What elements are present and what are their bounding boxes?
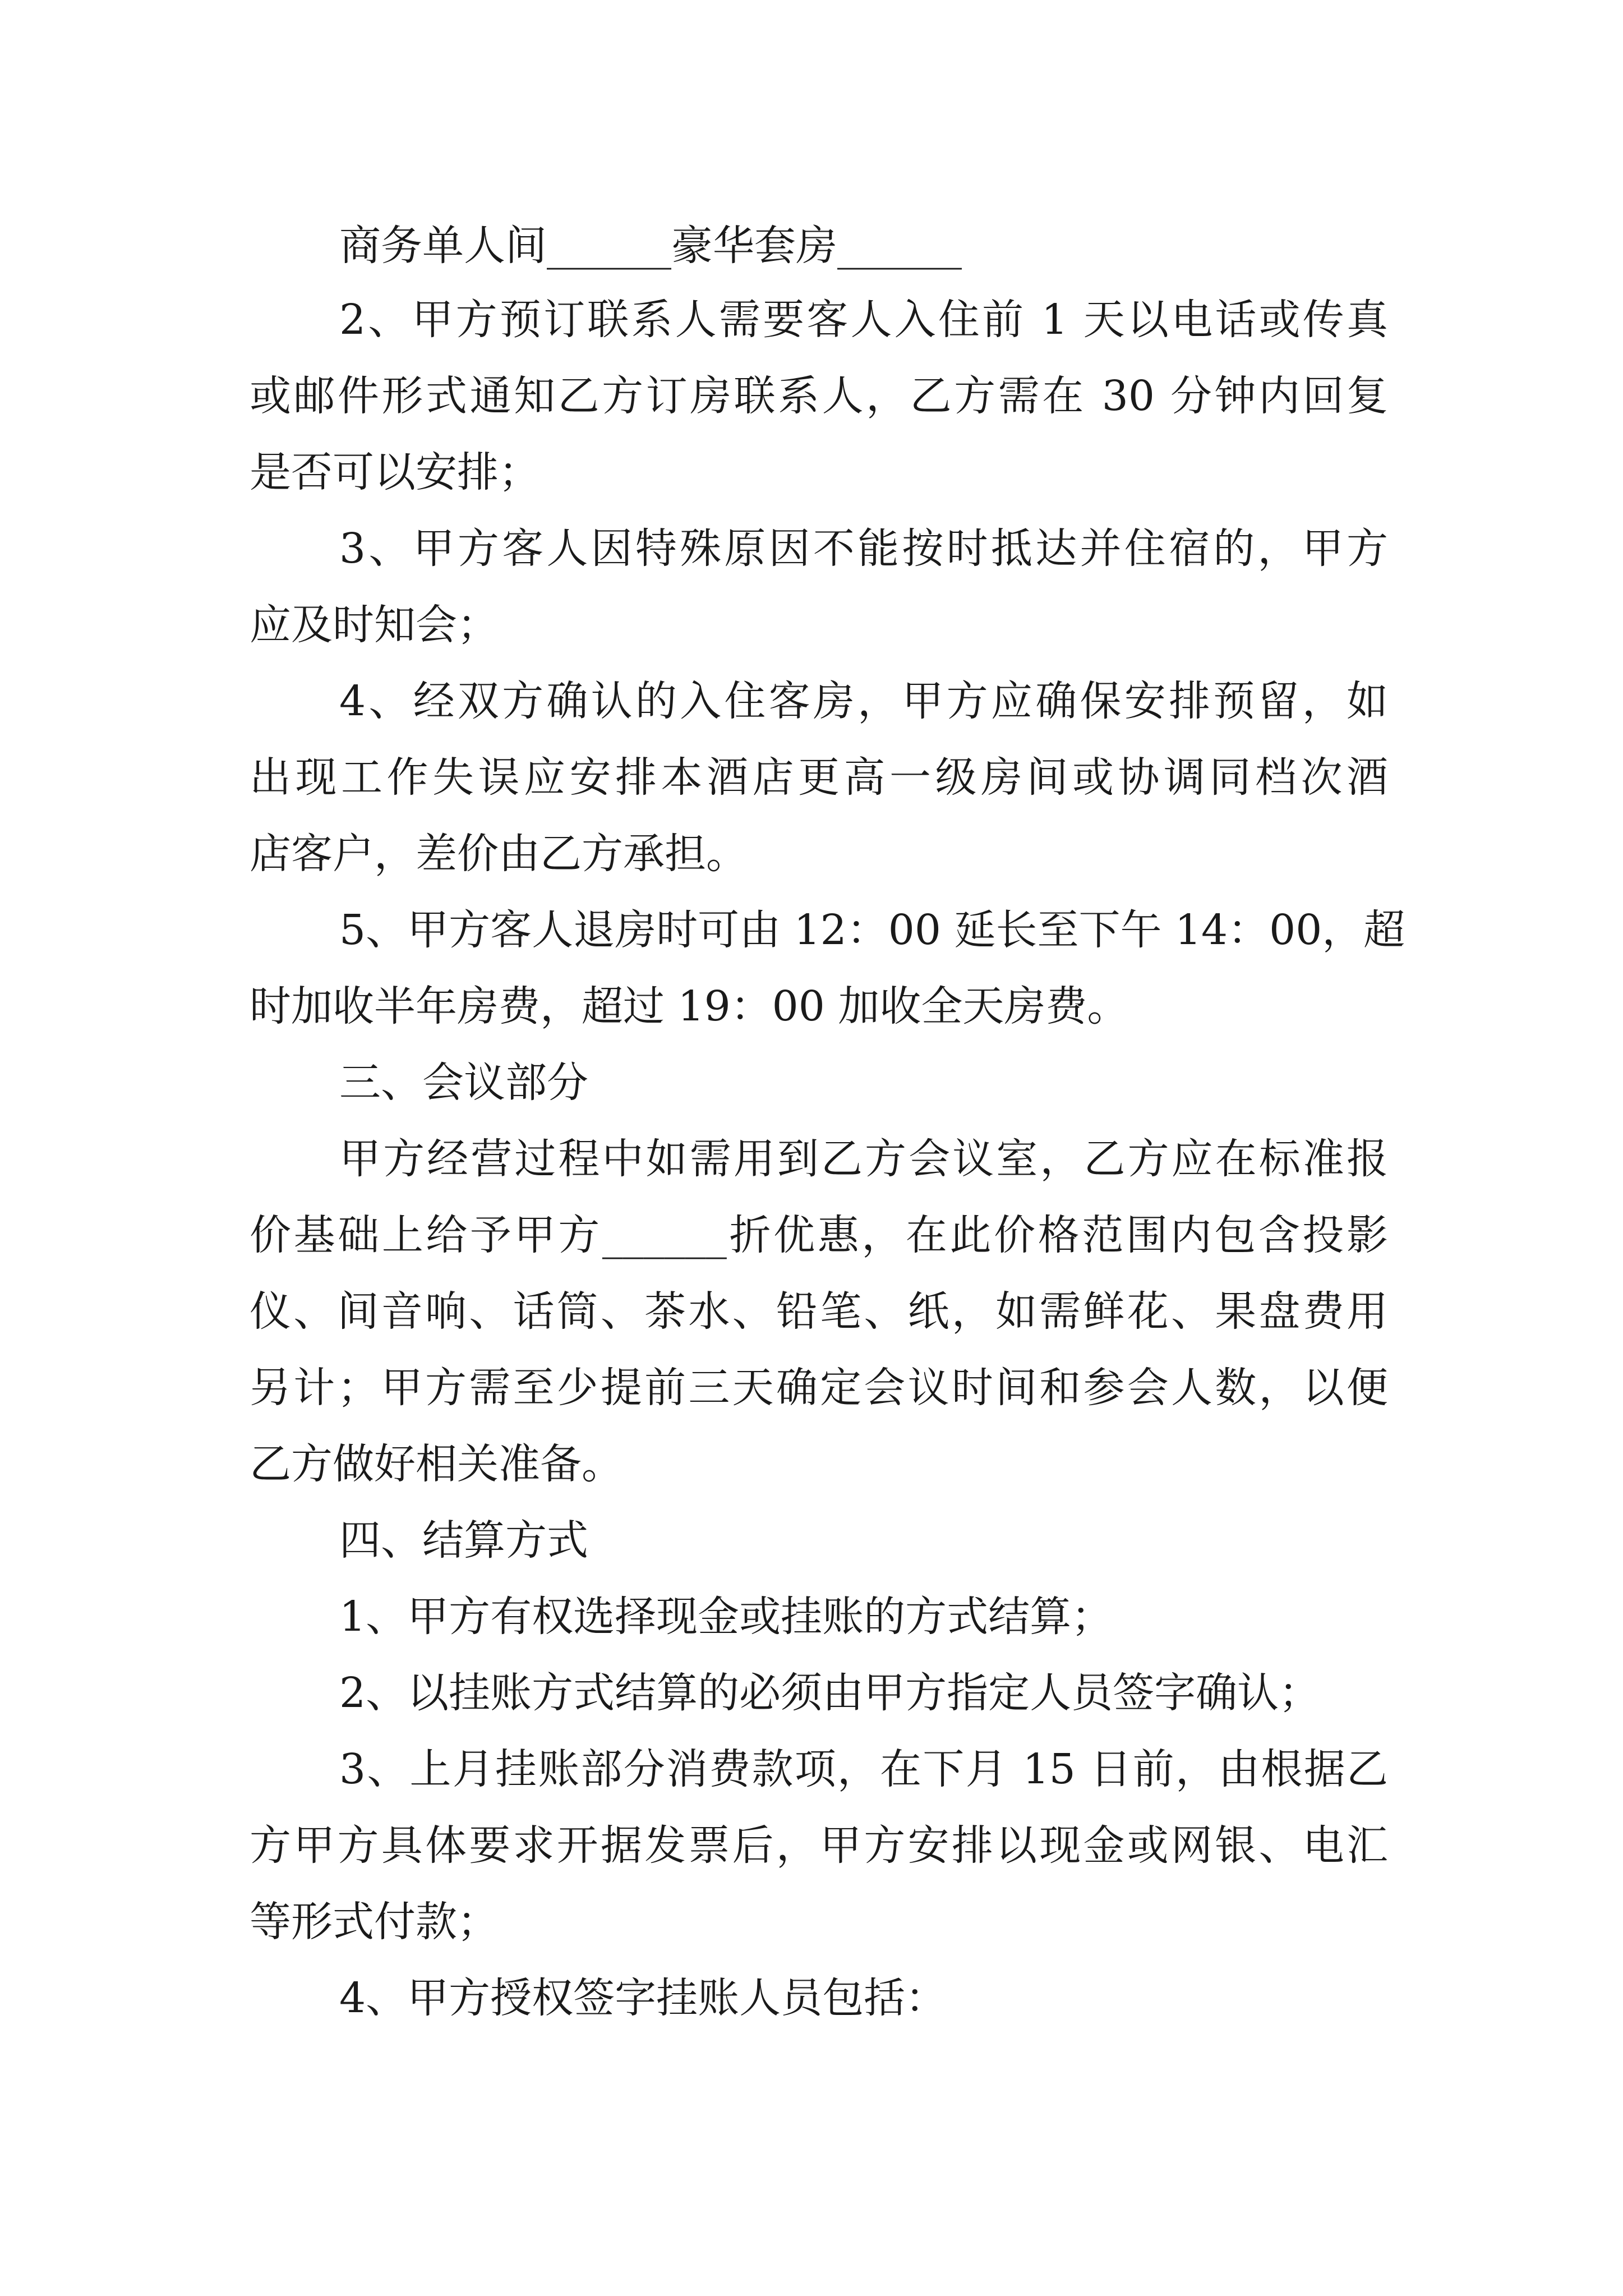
text-line: 乙方做好相关准备。: [250, 1440, 623, 1488]
section-heading: 四、结算方式: [339, 1516, 588, 1565]
text-line: 是否可以安排；: [250, 448, 540, 496]
text-line: 2、以挂账方式结算的必须由甲方指定人员签字确认；: [339, 1669, 1321, 1717]
text-line: 时加收半年房费，超过 19：00 加收全天房费。: [250, 982, 1129, 1030]
text-line: 另计；甲方需至少提前三天确定会议时间和参会人数，以便: [250, 1364, 1388, 1412]
text-line: 应及时知会；: [250, 601, 499, 649]
section-heading: 三、会议部分: [339, 1059, 588, 1107]
text-line: 店客户，差价由乙方承担。: [250, 830, 748, 878]
text-line: 出现工作失误应安排本酒店更高一级房间或协调同档次酒: [250, 753, 1388, 802]
text-line: 仪、间音响、话筒、茶水、铅笔、纸，如需鲜花、果盘费用: [250, 1287, 1388, 1336]
text-line: 商务单人间______豪华套房______: [339, 222, 962, 270]
text-line: 4、经双方确认的入住客房，甲方应确保安排预留，如: [339, 677, 1388, 725]
text-line: 5、甲方客人退房时可由 12：00 延长至下午 14：00，超: [339, 906, 1405, 954]
text-line: 等形式付款；: [250, 1898, 499, 1946]
text-line: 价基础上给予甲方______折优惠，在此价格范围内包含投影: [250, 1211, 1388, 1259]
text-line: 2、甲方预订联系人需要客人入住前 1 天以电话或传真: [339, 296, 1388, 344]
text-line: 3、甲方客人因特殊原因不能按时抵达并住宿的，甲方: [339, 524, 1388, 573]
text-line: 甲方经营过程中如需用到乙方会议室，乙方应在标准报: [339, 1135, 1388, 1183]
text-line: 方甲方具体要求开据发票后，甲方安排以现金或网银、电汇: [250, 1821, 1388, 1870]
text-line: 1、甲方有权选择现金或挂账的方式结算；: [339, 1593, 1113, 1641]
text-line: 或邮件形式通知乙方订房联系人，乙方需在 30 分钟内回复: [250, 372, 1388, 420]
text-line: 3、上月挂账部分消费款项，在下月 15 日前，由根据乙: [339, 1745, 1388, 1793]
text-line: 4、甲方授权签字挂账人员包括：: [339, 1974, 947, 2022]
